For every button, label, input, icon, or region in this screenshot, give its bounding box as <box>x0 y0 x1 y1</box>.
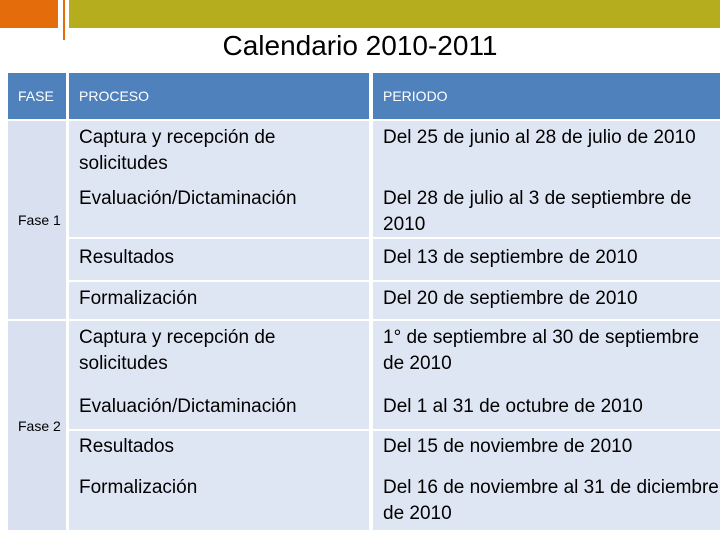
table-cell-proceso: Resultados <box>79 436 175 457</box>
table-cell-proceso: Captura y recepción de solicitudes <box>79 327 276 374</box>
table-cell-periodo: Del 28 de julio al 3 de septiembre de 2010 <box>383 188 692 235</box>
table-cell-proceso: Formalización <box>79 477 198 498</box>
header-periodo: PERIODO <box>373 73 720 119</box>
header-fase: FASE <box>8 73 66 119</box>
header-proceso: PROCESO <box>69 73 369 119</box>
phase-label-fase-1: Fase 1 <box>8 121 66 319</box>
table-cell-proceso: Captura y recepción de solicitudes <box>79 127 276 174</box>
table-cell-periodo: Del 16 de noviembre al 31 de diciembre de 2010 <box>383 477 719 524</box>
table-cell-proceso: Resultados <box>79 247 175 268</box>
table-cell-periodo: Del 15 de noviembre de 2010 <box>383 436 633 457</box>
table-cell-proceso: Evaluación/Dictaminación <box>79 396 297 417</box>
table-cell-proceso: Formalización <box>79 288 198 309</box>
page-title: Calendario 2010-2011 <box>222 30 498 61</box>
decorative-bar-olive <box>69 0 720 28</box>
table-cell-periodo: Del 13 de septiembre de 2010 <box>383 247 638 268</box>
table-cell-periodo: Del 25 de junio al 28 de julio de 2010 <box>383 127 696 148</box>
decorative-bar-orange <box>0 0 58 28</box>
table-cell-periodo: Del 20 de septiembre de 2010 <box>383 288 638 309</box>
phase-label-fase-2: Fase 2 <box>8 321 66 530</box>
table-cell-periodo: Del 1 al 31 de octubre de 2010 <box>383 396 643 417</box>
table-cell-proceso: Evaluación/Dictaminación <box>79 188 297 209</box>
table-cell-periodo: 1° de septiembre al 30 de septiembre de 2010 <box>383 327 700 374</box>
